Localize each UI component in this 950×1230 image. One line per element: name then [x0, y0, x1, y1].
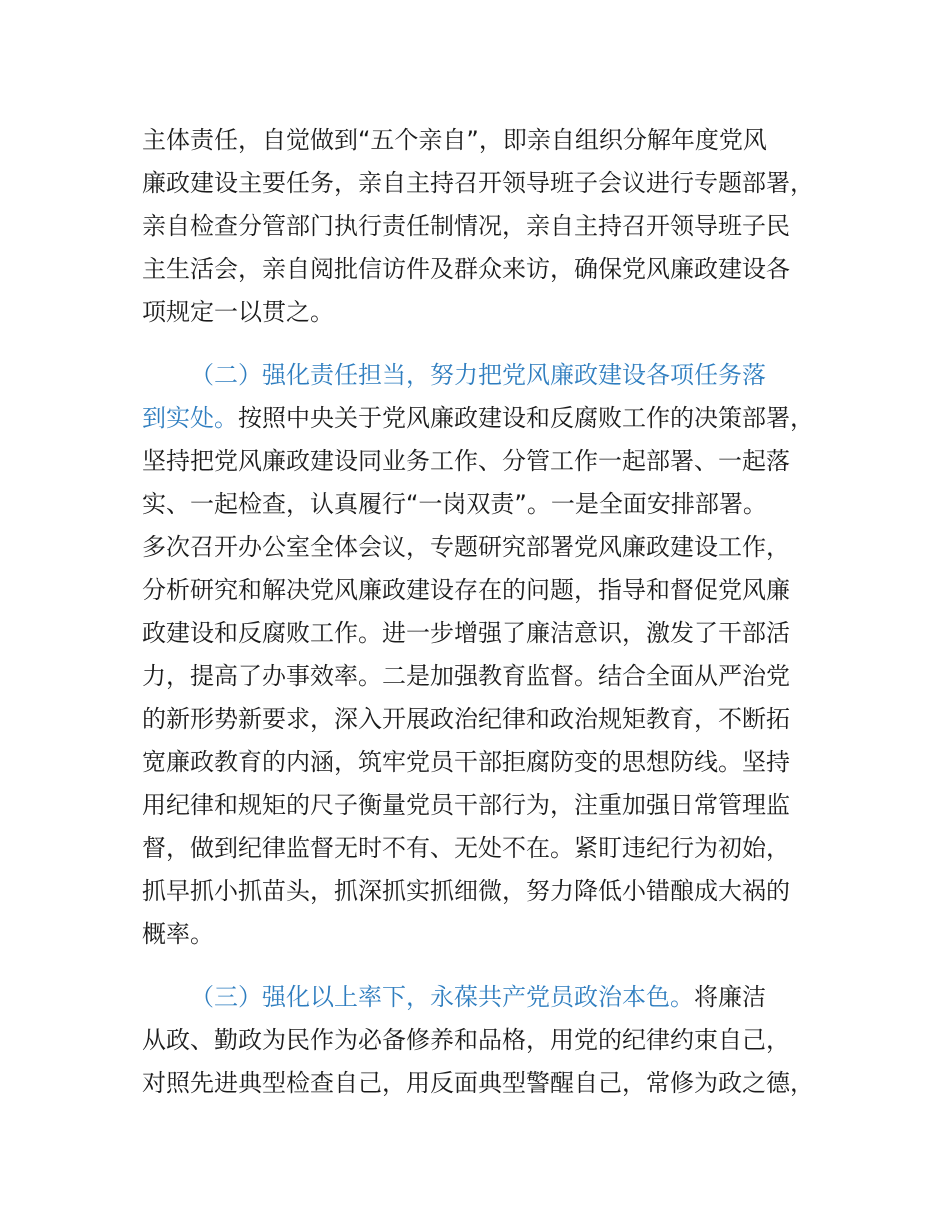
text-line: 从政、勤政为民作为必备修养和品格，用党的纪律约束自己，: [142, 1026, 790, 1054]
text-line: [190, 981, 766, 1013]
section-heading: （二）强化责任担当，努力把党风廉政建设各项任务落: [190, 361, 766, 389]
text-line: 主体责任，自觉做到“五个亲自”，即亲自组织分解年度党风: [142, 126, 767, 154]
text-line: 宽廉政教育的内涵，筑牢党员干部拒腐防变的思想防线。坚持: [142, 748, 790, 776]
text-line: 概率。: [142, 920, 214, 948]
text-span: 将廉洁: [694, 983, 766, 1011]
text-line: 抓早抓小抓苗头，抓深抓实抓细微，努力降低小错酿成大祸的: [142, 877, 790, 905]
text-line: 政建设和反腐败工作。进一步增强了廉洁意识，激发了干部活: [142, 619, 790, 647]
text-line: 对照先进典型检查自己，用反面典型警醒自己，常修为政之德，: [142, 1069, 814, 1097]
text-line: [142, 402, 814, 434]
text-line: 分析研究和解决党风廉政建设存在的问题，指导和督促党风廉: [142, 576, 790, 604]
text-line: 督，做到纪律监督无时不有、无处不在。紧盯违纪行为初始，: [142, 834, 790, 862]
text-line: 廉政建设主要任务，亲自主持召开领导班子会议进行专题部署，: [142, 169, 814, 197]
section-heading: （三）强化以上率下，永葆共产党员政治本色。: [190, 983, 694, 1011]
text-line: 项规定一以贯之。: [142, 298, 334, 326]
section-heading-continued: 到实处。: [142, 404, 238, 432]
text-line: 实、一起检查，认真履行“一岗双责”。一是全面安排部署。: [142, 490, 767, 518]
text-line: 亲自检查分管部门执行责任制情况，亲自主持召开领导班子民: [142, 212, 790, 240]
text-span: 按照中央关于党风廉政建设和反腐败工作的决策部署，: [238, 404, 814, 432]
text-line: 的新形势新要求，深入开展政治纪律和政治规矩教育，不断拓: [142, 705, 790, 733]
text-line: 坚持把党风廉政建设同业务工作、分管工作一起部署、一起落: [142, 447, 790, 475]
text-line: 多次召开办公室全体会议，专题研究部署党风廉政建设工作，: [142, 533, 790, 561]
text-line: 主生活会，亲自阅批信访件及群众来访，确保党风廉政建设各: [142, 255, 790, 283]
text-line: 力，提高了办事效率。二是加强教育监督。结合全面从严治党: [142, 662, 790, 690]
text-line: 用纪律和规矩的尺子衡量党员干部行为，注重加强日常管理监: [142, 791, 790, 819]
